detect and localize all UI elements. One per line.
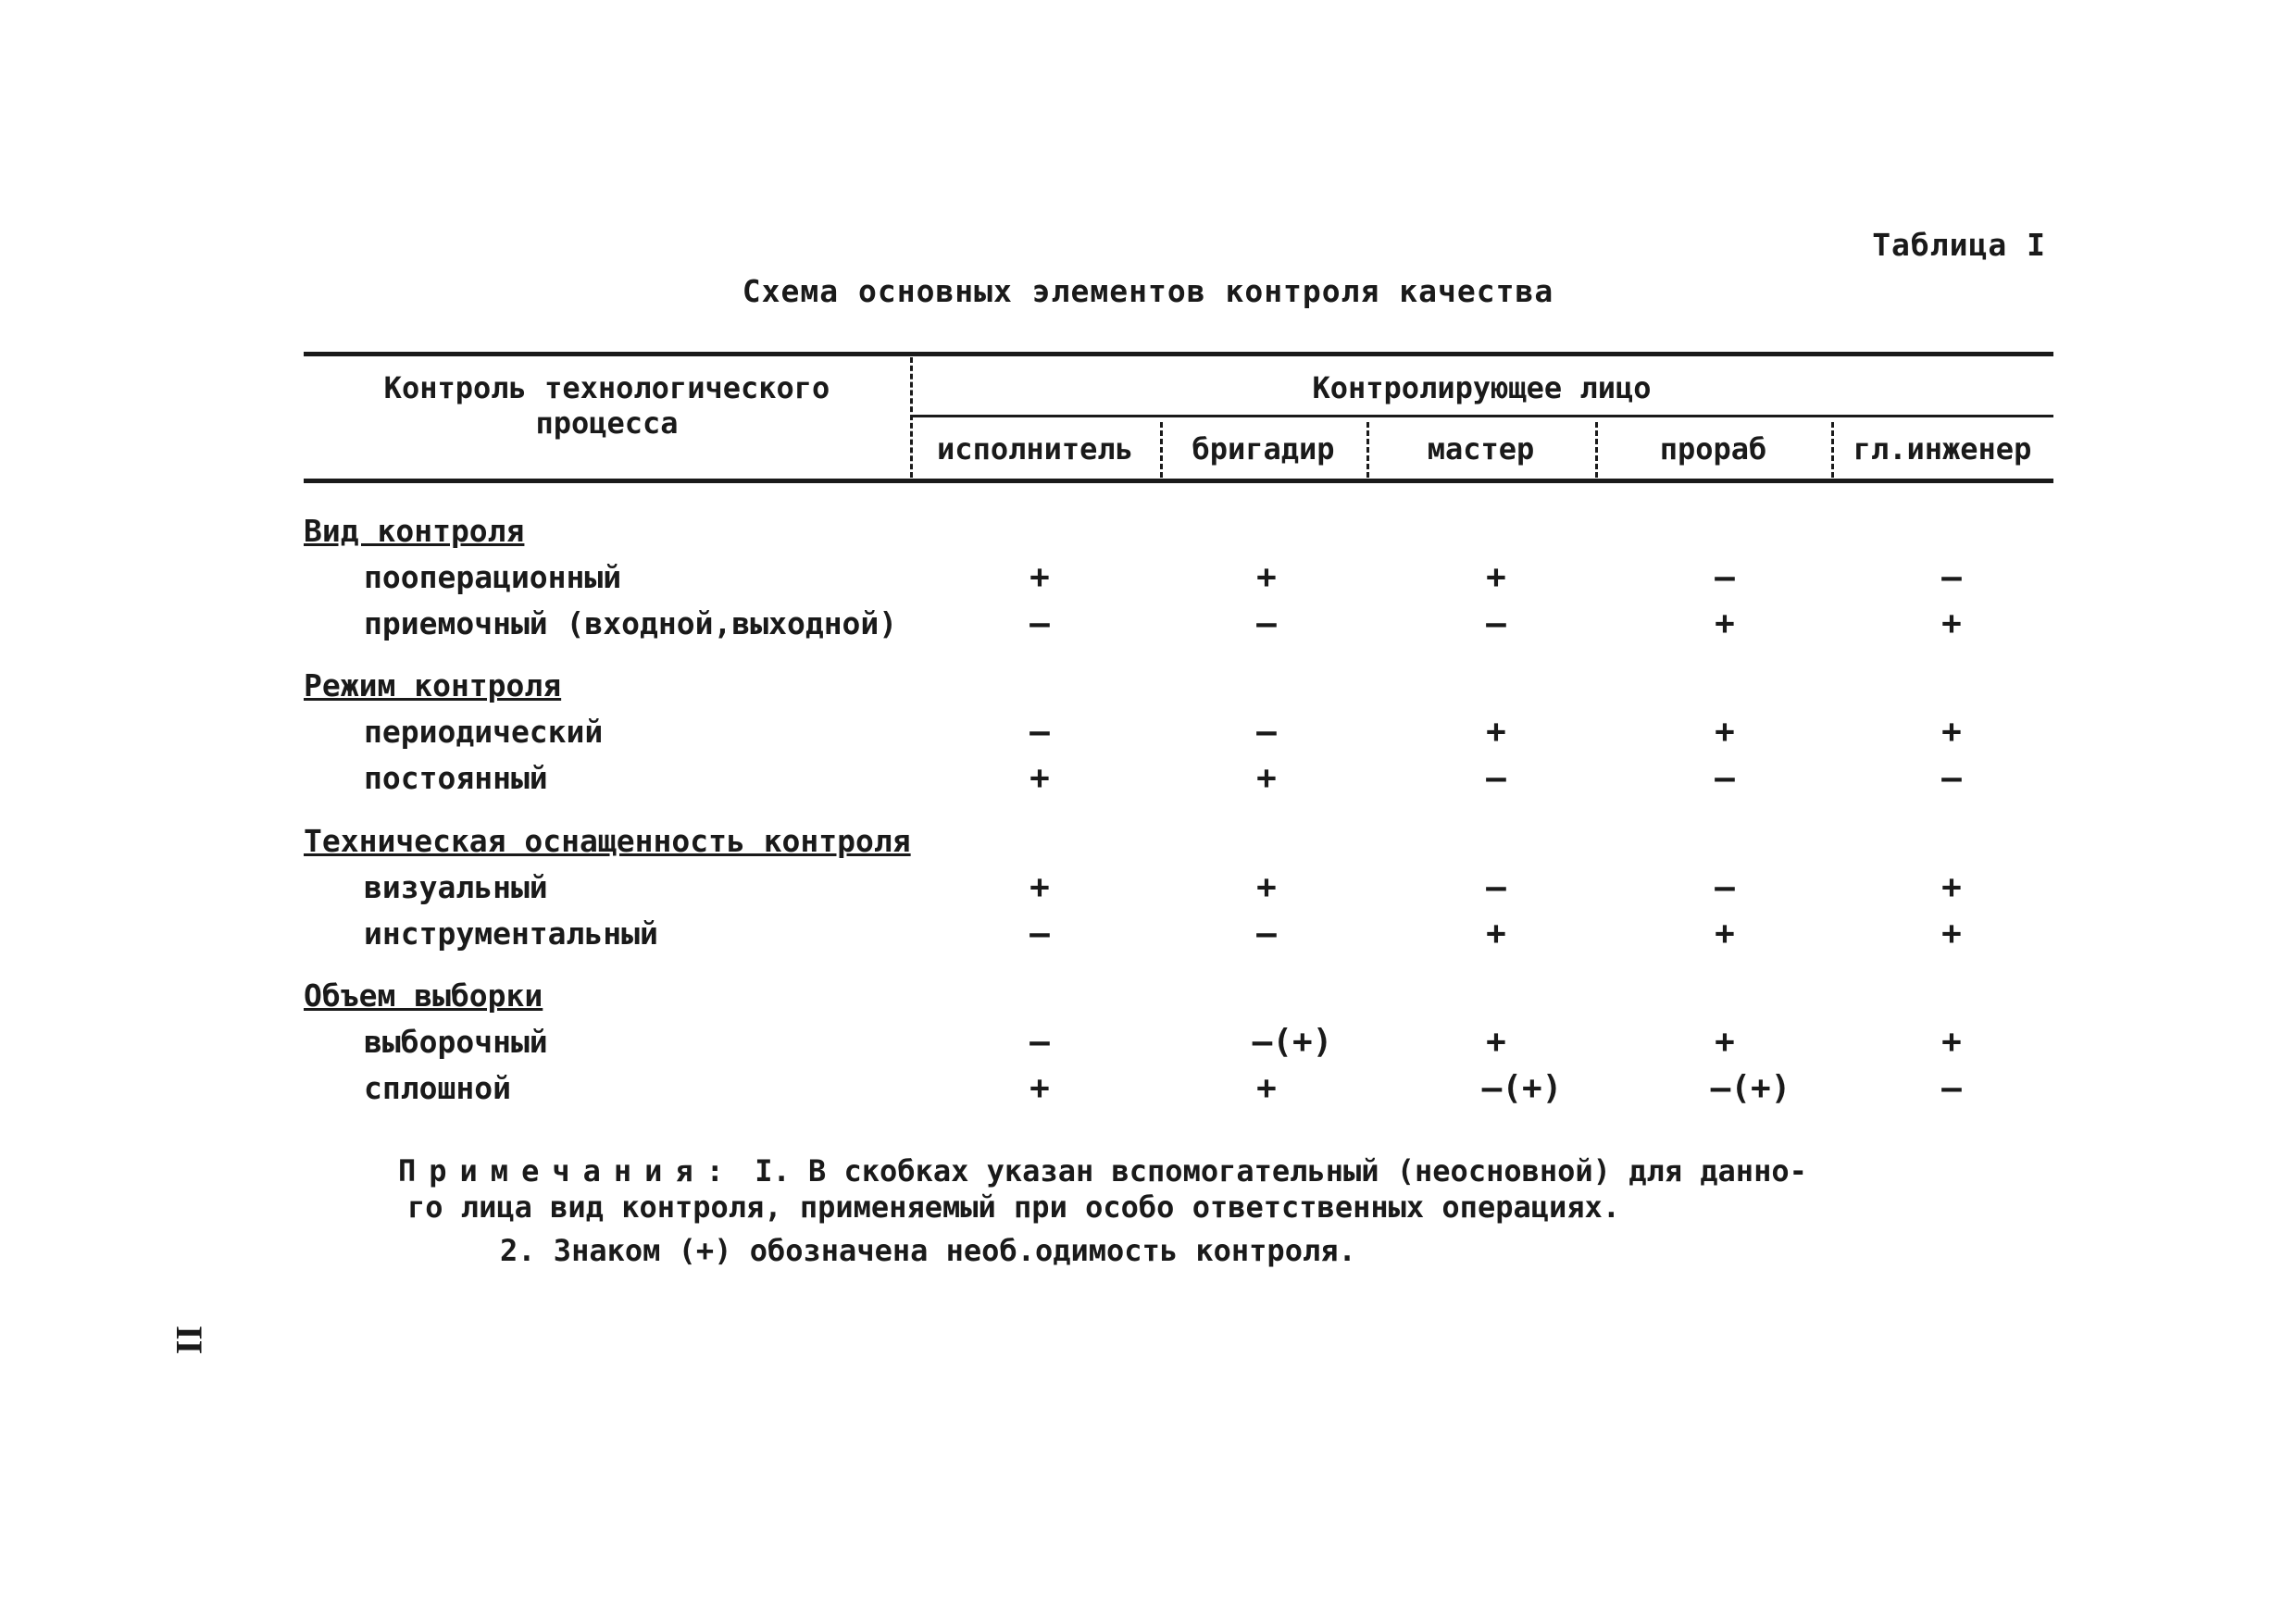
table-cell: +: [1256, 759, 1277, 797]
table-cell: –: [1486, 759, 1506, 797]
table-cell: –: [1029, 604, 1050, 642]
table-cell: +: [1029, 759, 1050, 797]
row-label: пооперационный: [364, 559, 622, 595]
table-cell: –(+): [1710, 1069, 1791, 1107]
table-row: [304, 912, 2053, 956]
column-header-chief-engineer: гл.инженер: [1853, 431, 2032, 467]
table-row: [304, 555, 2053, 600]
table-cell: –(+): [1252, 1023, 1333, 1061]
table-cell: +: [1029, 1069, 1050, 1107]
table-cell: +: [1941, 1023, 1962, 1061]
notes-line-1: [398, 1152, 2055, 1189]
section-title: Режим контроля: [304, 667, 562, 703]
header-bottom-rule: [304, 479, 2053, 483]
note-1-text: I. В скобках указан вспомогательный (неосновной) для данно-: [755, 1153, 1807, 1189]
column-header-site-manager: прораб: [1659, 431, 1767, 467]
column-header-foreman: бригадир: [1192, 431, 1335, 467]
column-header-master: мастер: [1427, 431, 1535, 467]
table-cell: +: [1941, 868, 1962, 906]
table-cell: +: [1256, 558, 1277, 596]
table-cell: +: [1715, 1023, 1735, 1061]
table-cell: –: [1715, 759, 1735, 797]
table-cell: +: [1486, 915, 1506, 952]
table-cell: +: [1715, 915, 1735, 952]
note-1-continuation: го лица вид контроля, применяемый при особо ответственных операциях.: [407, 1189, 1621, 1225]
table-cell: +: [1715, 713, 1735, 751]
table-cell: +: [1256, 1069, 1277, 1107]
table-cell: +: [1941, 915, 1962, 952]
table-cell: –: [1486, 868, 1506, 906]
table-cell: –: [1486, 604, 1506, 642]
section-header: [304, 974, 2053, 1018]
section-title: Объем выборки: [304, 977, 543, 1014]
row-label: выборочный: [364, 1024, 548, 1060]
table-cell: +: [1715, 604, 1735, 642]
table-cell: –: [1029, 713, 1050, 751]
notes-heading: Примечания:: [398, 1153, 737, 1189]
row-label: сплошной: [364, 1070, 511, 1106]
table-cell: +: [1486, 713, 1506, 751]
table-cell: –: [1941, 759, 1962, 797]
section-header: [304, 664, 2053, 708]
document-title: Схема основных элементов контроля качества: [742, 273, 1554, 309]
table-cell: –: [1256, 713, 1277, 751]
table-row: [304, 1020, 2053, 1064]
table-row: [304, 710, 2053, 754]
header-controlling-person: Контролирующее лицо: [1312, 370, 1652, 405]
table-cell: +: [1941, 604, 1962, 642]
table-cell: –(+): [1481, 1069, 1563, 1107]
table-cell: –: [1029, 915, 1050, 952]
table-cell: +: [1941, 713, 1962, 751]
table-cell: +: [1029, 558, 1050, 596]
table-cell: +: [1486, 1023, 1506, 1061]
table-cell: +: [1486, 558, 1506, 596]
table-cell: –: [1941, 558, 1962, 596]
note-2: 2. Знаком (+) обозначена необ.одимость контроля.: [500, 1233, 1356, 1268]
header-process: Контроль технологического процесса: [383, 370, 830, 441]
table-cell: –: [1029, 1023, 1050, 1061]
table-cell: +: [1029, 868, 1050, 906]
table-cell: –: [1256, 604, 1277, 642]
table-cell: –: [1715, 868, 1735, 906]
section-title: Техническая оснащенность контроля: [304, 823, 911, 859]
table-cell: –: [1715, 558, 1735, 596]
table-row: [304, 865, 2053, 910]
row-label: приемочный (входной,выходной): [364, 605, 898, 641]
section-header: [304, 819, 2053, 864]
table-top-rule: [304, 352, 2053, 356]
row-label: периодический: [364, 714, 604, 750]
header-mid-rule: [910, 415, 2053, 417]
table-label: Таблица I: [1872, 227, 2046, 263]
table-cell: –: [1256, 915, 1277, 952]
section-title: Вид контроля: [304, 513, 525, 549]
page-number: II: [168, 1326, 210, 1355]
column-header-executor: исполнитель: [937, 431, 1133, 467]
table-row: [304, 1066, 2053, 1111]
table-row: [304, 602, 2053, 646]
table-row: [304, 756, 2053, 801]
row-label: визуальный: [364, 869, 548, 905]
row-label: постоянный: [364, 760, 548, 796]
row-label: инструментальный: [364, 915, 658, 952]
section-header: [304, 509, 2053, 554]
table-cell: +: [1256, 868, 1277, 906]
table-cell: –: [1941, 1069, 1962, 1107]
